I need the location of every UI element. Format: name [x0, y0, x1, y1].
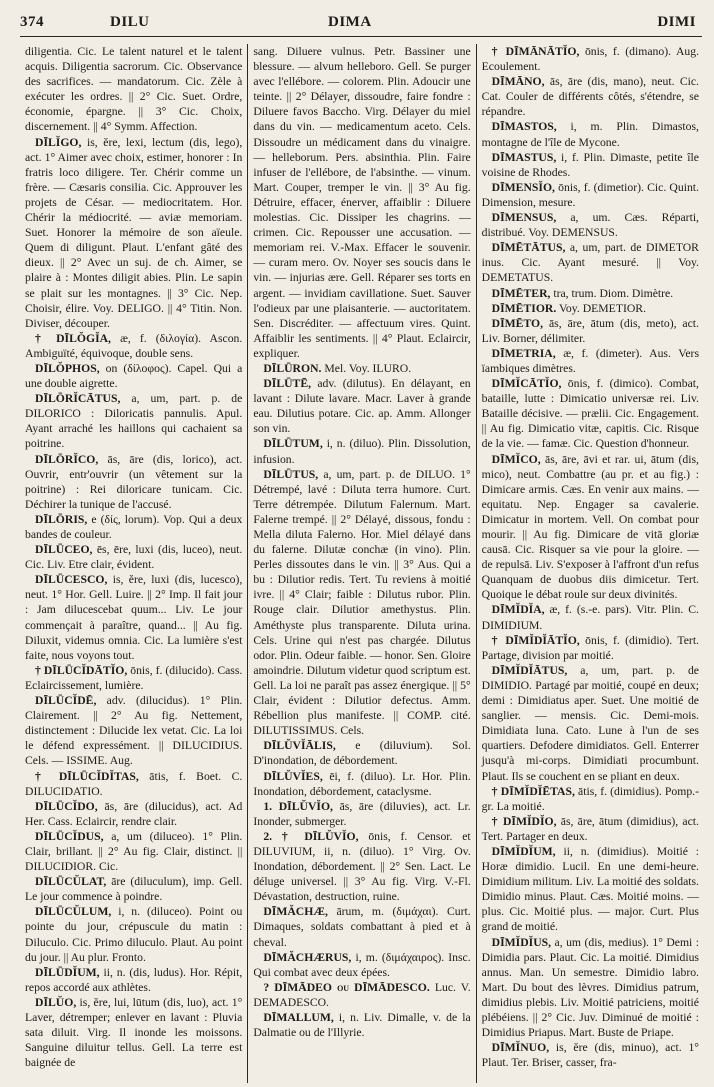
dictionary-entry	[253, 980, 470, 1010]
entry-text: is, ĕre, lexi, lectum (dis, lego), act. 1° Aimer avec choix, estimer, honorer : In fratris loco diligere. Ter. Chérir comme un frère. — Cæsaris consilia. Cic. Approuver les projets de César. — mediocritatem. Hor. Chérir la médiocrité. — aviæ memoriam. Suet. Honorer la mémoire de son aïeule. Quem di diligunt. Plaut. L'enfant gâté des dieux. || 2° Avec un suj. de ch. Aimer, se plaire à : Montes diligit abies. Plin. Le sapin se plait sur les montagnes. || 3° Cic. Nep. Choisir, élire. Voy. DELIGO. || 4° Titin. Non. Diviser, découper.	[25, 135, 243, 330]
entry-headword: DĪMĒTER,	[491, 286, 551, 300]
dictionary-entry	[482, 301, 699, 316]
entry-headword: DĪLŪTĒ,	[263, 377, 312, 391]
entry-text: i, n. (diluceo). Point ou pointe du jour, crépuscule du matin : Diluculo. Cic. Primo diluculo. Plaut. Au point du jour. || Au plur. Fronto.	[25, 905, 243, 964]
dictionary-entry	[253, 361, 470, 376]
dictionary-entry	[253, 467, 470, 739]
entry-text: diligentia. Cic. Le talent naturel et le talent acquis. Diligentia sacrorum. Cic. Observance des sacrifices. — mandatorum. Cic. Zèle à exécuter les ordres. || 2° Cic. Suet. Ordre, économie, épargne. || 3° Cic. Choix, discernement. || 4° Symm. Affection.	[25, 45, 243, 134]
dictionary-entry	[253, 44, 470, 361]
entry-text: i, n. Liv. Dimalle, v. de la Dalmatie ou de l'Illyrie.	[253, 1011, 471, 1040]
dictionary-entry	[482, 180, 699, 210]
left-guide-word: DILU	[110, 14, 150, 30]
dictionary-entry	[25, 693, 242, 768]
entry-text: æ, f. (διλογία). Ascon. Ambiguïté, équivoque, double sens.	[25, 331, 243, 360]
entry-text: e (δίς, lorum). Vop. Qui a deux bandes de couleur.	[25, 512, 243, 541]
dictionary-entry	[25, 995, 242, 1070]
entry-text: ii, n. (dimidius). Moitié : Horæ dimidio. Lucil. En une demi-heure. Dimidium militum. Liv. La moitié des soldats. Dimidio minus. Plaut. Cæs. Moitié moins. — plus. Cic. Moitié plus. — major. Curt. Plus grand de moitié.	[481, 844, 699, 934]
entry-headword: DĪLŬVĬES,	[263, 769, 323, 783]
dictionary-entry	[253, 950, 470, 980]
entry-headword: DĪLĬGO,	[35, 135, 82, 149]
dictionary-entry	[25, 799, 242, 829]
dictionary-entry	[25, 874, 242, 904]
entry-headword: 2. † DĪLŬVĬO,	[263, 829, 359, 843]
dictionary-entry	[25, 44, 242, 135]
entry-headword: DĪMALLUM,	[263, 1011, 334, 1024]
entry-headword: DĪMĂCHÆRUS,	[263, 950, 352, 964]
entry-headword: DĪMASTOS,	[491, 120, 557, 134]
entry-headword: DĪLŪCEO,	[35, 543, 93, 557]
entry-text: ārum, m. (διμάχαι). Curt. Dimaques, soldats combattant à pied et à cheval.	[253, 905, 471, 949]
entry-headword: DĪLŪCŬLAT,	[35, 875, 107, 889]
dictionary-entry	[25, 361, 242, 391]
entry-text: i, f. Plin. Dimaste, petite île voisine de Rhodes.	[481, 150, 699, 179]
center-guide-word: DIMA	[328, 14, 372, 30]
entry-text: ātis, f. Boet. C. DILUCIDATIO.	[25, 769, 243, 798]
entry-text: ās, āre, āvi et rar. ui, ātum (dis, mico), neut. Combattre (au pr. et au fig.) : Dimicare armis. Cæs. En venir aux mains. — equitatu. Nep. Engager sa cavalerie. Dimicatur in mortem. Vell. On combat pour mourir. || Au fig. Dimicare de vitā gloriæ causā. Cic. Risquer sa vie pour la gloire. — de repulsā. Liv. S'exposer à l'affront d'un refus Quanquam de duobus diis dimicetur. Tert. Quoique le débat roule sur deux divinités.	[481, 452, 699, 602]
entry-text: is, ĕre, luxi (dis, lucesco), neut. 1° Hor. Gell. Luire. || 2° Imp. Il fait jour : Jam dilucescebat quum... Liv. Le jour commençait à paraître, quand... || Au fig. Diluxit, videmus omnia. Cic. La lumière s'est faite, nous voyons tout.	[25, 573, 243, 662]
entry-headword: DĪLŪDĬUM,	[35, 965, 100, 979]
dictionary-entry	[25, 542, 242, 572]
entry-headword: DĪLŪCŬLUM,	[35, 905, 112, 919]
entry-text: adv. (dilucidus). 1° Plin. Clairement. || 2° Au fig. Nettement, distinctement : Dilucide lex vetat. Cic. La loi le défend expressément. || DILUCIDIUS. Cels. — ISSIME. Aug.	[25, 694, 243, 768]
entry-text: ōnis, f. Censor. et DILUVIUM, ii, n. (diluo). 1° Virg. Ov. Inondation, débordement. || 2° Sen. Lact. Le déluge universel. || 3° Au fig. Virg. V.-Fl. Dévastation, destruction, ruine.	[253, 829, 471, 904]
entry-headword: † DĪLŪCĬDĀTĬO,	[35, 663, 128, 677]
entry-text: ās, āre, ātum (dis, meto), act. Liv. Borner, délimiter.	[481, 316, 699, 345]
dictionary-entry	[482, 784, 699, 814]
entry-headword: † DĪMĬDĬO,	[491, 814, 557, 828]
dictionary-entry	[482, 633, 699, 663]
text-columns	[20, 44, 704, 1083]
entry-headword: DĪMENSĬO,	[491, 180, 555, 194]
dictionary-entry	[25, 663, 242, 693]
entry-headword: DĪLŪCĬDUS,	[35, 829, 104, 843]
entry-headword: DĪLŎPHOS,	[35, 361, 100, 375]
dictionary-entry	[25, 769, 242, 799]
entry-text: ās, āre (dilucidus), act. Ad Her. Cass. Eclaircir, rendre clair.	[25, 799, 243, 828]
dictionary-entry	[482, 814, 699, 844]
column-2	[247, 44, 475, 1083]
entry-text: æ, f. (dimeter). Aus. Vers ïambiques dimètres.	[481, 346, 699, 375]
dictionary-entry	[253, 769, 470, 799]
dictionary-entry	[482, 602, 699, 632]
dictionary-entry	[482, 150, 699, 180]
entry-text: ōnis, f. (dilucido). Cass. Eclaircissement, lumière.	[25, 663, 243, 692]
dictionary-entry	[482, 240, 699, 285]
entry-headword: DĪMASTUS,	[491, 150, 557, 164]
dictionary-entry	[253, 799, 470, 829]
dictionary-entry	[25, 572, 242, 663]
entry-text: ōnis, f. (dimano). Aug. Ecoulement.	[481, 45, 699, 74]
entry-headword: † DĪLŪCĬDĬTAS,	[35, 769, 139, 783]
entry-headword: DĪLŪCĬDO,	[35, 799, 98, 813]
page-number: 374	[20, 14, 44, 30]
entry-text: ās, āre, ātum (dimidius), act. Tert. Partager en deux.	[481, 814, 699, 843]
entry-text: a, um. Cæs. Réparti, distribué. Voy. DEMENSUS.	[481, 211, 699, 240]
entry-text: adv. (dilutus). En délayant, en lavant : Dilute lavare. Macr. Laver à grande eau. Dilutius potare. Cic. ap. Amm. Allonger son vin.	[253, 377, 471, 436]
entry-text: ēs, ēre, luxi (dis, luceo), neut. Cic. Liv. Etre clair, évident.	[25, 543, 243, 572]
dictionary-entry	[25, 391, 242, 451]
entry-text: is, ĕre, lui, lūtum (dis, luo), act. 1° Laver, détremper; enlever en lavant : Pluvia sata diluit. Virg. Il inonde les moissons. Sanguine diluitur tellus. Gell. La terre est baignée de	[25, 995, 243, 1070]
entry-text: a, um (diluceo). 1° Plin. Clair, brillant. || 2° Au fig. Clair, distinct. || DILUCIDIOR. Cic.	[25, 829, 243, 874]
dictionary-entry	[253, 738, 470, 768]
entry-headword: DĪMĬDĬUM,	[491, 844, 556, 858]
dictionary-entry	[482, 210, 699, 240]
entry-text: ōnis, f. (dimetior). Cic. Quint. Dimension, mesure.	[481, 180, 699, 209]
entry-text: ās, āre (diluvies), act. Lr. Inonder, submerger.	[253, 799, 471, 828]
entry-text: a, um, part. p. de DILORICO : Diloricatis pannulis. Apul. Ayant arraché les haillons qui cachaient sa poitrine.	[25, 392, 243, 451]
dictionary-entry	[482, 935, 699, 1041]
entry-headword: DĪLŪTUS,	[263, 467, 319, 481]
dictionary-entry	[25, 904, 242, 964]
entry-text: ās, āre (dis, mano), neut. Cic. Cat. Couler de différents côtés, s'étendre, se répandre.	[481, 75, 699, 119]
entry-text: ōnis, f. (dimico). Combat, bataille, lutte : Dimicatio universæ rei. Liv. Bataille décisive. — prælii. Cic. Engagement. || Au fig. Dimicatio vitæ, capitis. Cic. Risque de la vie. — famæ. Cic. Question d'honneur.	[481, 377, 699, 451]
entry-headword: DĪMĬDĬUS,	[491, 935, 552, 949]
dictionary-entry	[25, 135, 242, 331]
entry-headword: DĪMĬNUO,	[491, 1041, 550, 1055]
entry-headword: DĪLŬVĬĀLIS,	[263, 739, 336, 753]
entry-text: e (diluvium). Sol. D'inondation, de débordement.	[253, 739, 471, 768]
dictionary-entry	[25, 512, 242, 542]
entry-text: a, um (dis, medius). 1° Demi : Dimidia pars. Plaut. Cic. La moitié. Dimidius annus. Man. Un semestre. Dimidio labro. Mart. Du bout des lèvres. Dimidius patrum, dimidius plebis. Liv. Moitié patriciens, moitié plébéiens. || 2° Cic. Juv. Diminué de moitié : Dimidius Priapus. Mart. Buste de Priape.	[481, 935, 699, 1040]
dictionary-entry	[253, 904, 470, 949]
entry-text: i, m. Plin. Dimastos, montagne de l'île de Mycone.	[481, 120, 699, 149]
column-1	[20, 44, 247, 1083]
entry-text: sang. Diluere vulnus. Petr. Bassiner une blessure. — alvum helleboro. Gell. Se purger avec l'ellébore. — colorem. Plin. Adoucir une teinte. || 2° Délayer, dissoudre, faire fondre : Diluere favos Baccho. Virg. Délayer du miel dans du vin. — medicamentum aceto. Cels. Dissoudre un médicament dans du vinaigre. — helleborum. Pers. absinthia. Plin. Faire infuser de l'ellébore, de l'absinthe. — vinum. Mart. Couper, tremper le vin. || 3° Au fig. Détruire, effacer, énerver, affaiblir : Diluere molestias. Cic. Dissiper les chagrins. — crimen. Cic. Repousser une accusation. — memoriam rei. V.-Max. Effacer le souvenir. — curam mero. Ov. Noyer ses soucis dans le vin. — injurias ære. Gell. Réparer ses torts en argent. — invidiam cavillatione. Suet. Sauver l'odieux par une plaisanterie. — auctoritatem. Sen. Discréditer. — affectuum vires. Quint. Affaiblir les sentiments. || 4° Plaut. Eclaircir, expliquer.	[253, 45, 471, 360]
entry-headword: DĪLŪCĬDĒ,	[35, 694, 97, 708]
dictionary-entry	[482, 44, 699, 74]
entry-headword: DĪMENSUS,	[491, 211, 557, 225]
dictionary-entry	[482, 346, 699, 376]
entry-headword: DĪLŪRON.	[263, 361, 322, 375]
dictionary-entry	[25, 331, 242, 361]
dictionary-entry	[482, 663, 699, 784]
entry-text: tra, trum. Diom. Dimètre.	[553, 286, 674, 300]
entry-text: on (δίλοφος). Capel. Qui a une double aigrette.	[25, 361, 243, 391]
entry-text: i, m. (διμάχαιρος). Insc. Qui combat avec deux épées.	[253, 950, 471, 979]
dictionary-entry	[482, 119, 699, 149]
entry-text: i, n. (diluo). Plin. Dissolution, infusion.	[253, 437, 471, 466]
dictionary-entry	[482, 1040, 699, 1070]
dictionary-entry	[482, 376, 699, 451]
dictionary-entry	[253, 1010, 470, 1040]
dictionary-entry	[482, 452, 699, 603]
entry-headword: † DĪLŎGĬA,	[35, 331, 111, 345]
dictionary-entry	[253, 436, 470, 466]
entry-text: a, um, part. de DIMETOR inus. Cic. Ayant mesuré. || Voy. DEMETATUS.	[481, 241, 699, 285]
entry-headword: DĪMĬCO,	[491, 452, 541, 466]
entry-headword: DĪLŌRĬCĀTUS,	[35, 392, 121, 406]
entry-headword: DĪLŌRIS,	[35, 512, 88, 526]
running-header	[20, 10, 702, 37]
entry-headword: DĪLŬO,	[35, 995, 77, 1009]
dictionary-entry	[25, 829, 242, 874]
entry-text: ēi, f. (diluo). Lr. Hor. Plin. Inondation, débordement, cataclysme.	[253, 769, 471, 798]
entry-headword: DĪMETRIA,	[491, 346, 556, 360]
dictionary-entry	[482, 844, 699, 935]
entry-headword: DĪMĒTIOR.	[491, 301, 557, 315]
entry-headword: DĪMĂCHÆ,	[263, 905, 328, 919]
entry-text: āre (diluculum), imp. Gell. Le jour commence à poindre.	[25, 875, 243, 904]
entry-text: ās, āre (dis, lorico), act. Ouvrir, entr'ouvrir (un vêtement sur la poitrine) : Rei diloricare tunicam. Cic. Déchirer la tunique de l'accusé.	[25, 452, 243, 511]
dictionary-entry	[253, 376, 470, 436]
entry-text: ōnis, f. (dimidio). Tert. Partage, division par moitié.	[481, 633, 699, 662]
entry-headword: DĪLŌRĬCO,	[35, 452, 99, 466]
entry-headword: ? DĪMĀDEO ou DĪMĀDESCO.	[263, 980, 430, 994]
entry-headword: DĪLŪCESCO,	[35, 573, 108, 587]
entry-text: ātis, f. (dimidius). Pomp.-gr. La moitié.	[481, 784, 699, 813]
right-guide-word: DIMI	[657, 14, 696, 30]
entry-headword: DĪMĬDĬA,	[491, 603, 545, 617]
entry-headword: † DĪMĬDĬĒTAS,	[491, 784, 575, 798]
entry-text: Mel. Voy. ILURO.	[324, 361, 412, 375]
dictionary-entry	[25, 965, 242, 995]
dictionary-entry	[482, 316, 699, 346]
entry-headword: DĪMĬDĬĀTUS,	[491, 663, 568, 677]
entry-headword: DĪMĒTĀTUS,	[491, 241, 566, 255]
entry-text: a, um, part. p. de DIMIDIO. Partagé par moitié, coupé en deux; demi : Dimidiatus aper. Suet. Une moitié de sanglier. — mensis. Cic. Demi-mois. Dimidiata luna. Cato. Lune à l'un de ses quartiers. Defodere dimidiatos. Gell. Enterrer jusqu'à mi-corps. Dimidiati procumbunt. Plaut. Ils se couchent en se pliant en deux.	[481, 663, 699, 783]
entry-headword: DĪMĒTO,	[491, 316, 544, 330]
entry-headword: DĪMĀNO,	[491, 75, 545, 89]
dictionary-entry	[482, 74, 699, 119]
entry-headword: † DĪMĀNĀTĬO,	[491, 45, 580, 58]
entry-headword: DĪMĬCĀTĬO,	[491, 377, 562, 391]
dictionary-entry	[253, 829, 470, 904]
entry-text: ii, n. (dis, ludus). Hor. Répit, repos accordé aux athlètes.	[25, 965, 243, 994]
entry-text: æ, f. (s.-e. pars). Vitr. Plin. C. DIMIDIUM.	[481, 603, 699, 632]
column-3	[476, 44, 704, 1083]
entry-headword: † DĪMĬDĬĀTĬO,	[491, 633, 580, 647]
entry-text: Voy. DEMETIOR.	[559, 301, 647, 315]
entry-text: Luc. V. DEMADESCO.	[253, 980, 471, 1009]
entry-headword: 1. DĪLŬVĬO,	[263, 799, 333, 813]
dictionary-entry	[482, 286, 699, 301]
dictionary-entry	[25, 452, 242, 512]
entry-text: is, ĕre (dis, minuo), act. 1° Plaut. Ter. Briser, casser, fra-	[481, 1041, 699, 1070]
entry-headword: DĪLŪTUM,	[263, 437, 323, 451]
entry-text: a, um, part. p. de DILUO. 1° Détrempé, lavé : Diluta terra humore. Curt. Terre détrempée. Dilutum Falernum. Mart. Falerne trempé. || 2° Délayé, dissous, fondu : Mella diluta Falerno. Hor. Miel délayé dans du falerne. Dilutæ conchæ (in vino). Plin. Perles dissoutes dans le vin. || 3° Aus. Qui a bu : Dilutior redis. Tert. Tu reviens à moitié ivre. || 4° Clair; faible : Dilutus rubor. Plin. Rouge clair. Dilutior amethystus. Plin. Améthyste plus transparente. Diluta urina. Cels. Urine qui n'est pas chargée. Dilutus odor. Plin. Odeur faible. — honor. Sen. Gloire amoindrie. Dilutum videtur quod scriptum est. Gell. La loi ne paraît pas assez énergique. || 5° Clair, évident : Dilutior defectus. Amm. Rébellion plus manifeste. || COMP. cité. DILUTISSIMUS. Cels.	[253, 467, 471, 738]
